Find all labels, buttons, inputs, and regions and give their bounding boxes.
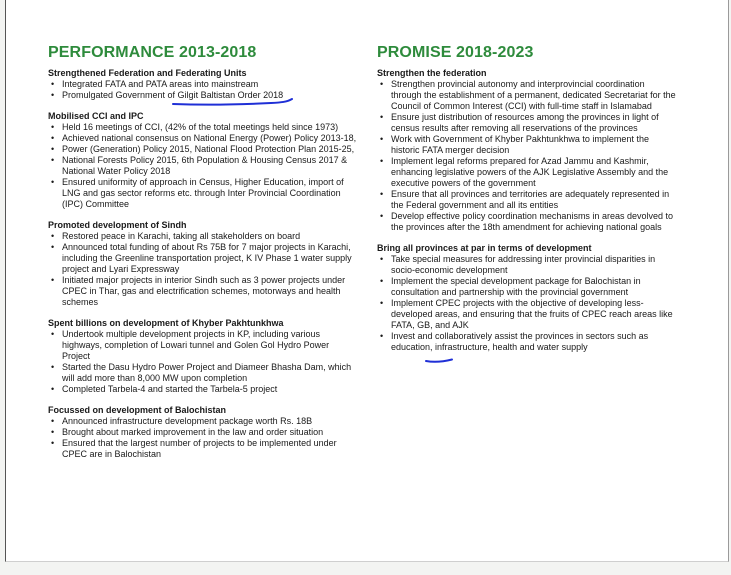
bullet-item: • Brought about marked improvement in the law and order situation xyxy=(48,427,358,438)
bullet-item: • Undertook multiple development projects in KP, including various highways, completion of Lowari tunnel and Golen Gol Hydro Power Project xyxy=(48,329,358,362)
bullet-item: • Strengthen provincial autonomy and interprovincial coordination through the establishment of a permanent, dedicated Secretariat for the Council of Common Interest (CCI) with full-time staff in Islamabad xyxy=(377,79,677,112)
bullet-item: • Announced total funding of about Rs 75B for 7 major projects in Karachi, including the Greenline transportation project, K IV Phase 1 water supply project and Lyari Expressway xyxy=(48,242,358,275)
bullet-item: • Take special measures for addressing inter provincial disparities in socio-economic development xyxy=(377,254,677,276)
section-title: Strengthen the federation xyxy=(377,68,487,78)
section xyxy=(48,220,358,308)
performance-heading: PERFORMANCE 2013-2018 xyxy=(48,44,257,61)
bullet-item: • Held 16 meetings of CCI, (42% of the total meetings held since 1973) xyxy=(48,122,358,133)
bullet-item: • Implement the special development package for Balochistan in consultation and partnership with the provincial government xyxy=(377,276,677,298)
bullet-item: • Achieved national consensus on National Energy (Power) Policy 2013-18, xyxy=(48,133,358,144)
promise-heading: PROMISE 2018-2023 xyxy=(377,44,534,61)
section-title: Spent billions on development of Khyber Pakhtunkhwa xyxy=(48,318,284,328)
section xyxy=(48,318,358,395)
bullet-item: • Invest and collaboratively assist the provinces in sectors such as education, infrastructure, health and water supply xyxy=(377,331,677,353)
section xyxy=(48,111,358,210)
section-title: Strengthened Federation and Federating Units xyxy=(48,68,247,78)
section-title: Focussed on development of Balochistan xyxy=(48,405,227,415)
bullet-list xyxy=(48,231,358,308)
bullet-item: • Promulgated Government of Gilgit Baltistan Order 2018 xyxy=(48,90,358,101)
promise-sections xyxy=(377,68,677,353)
performance-column xyxy=(48,44,358,470)
bullet-list xyxy=(48,79,358,101)
section xyxy=(377,243,677,353)
bullet-item: • Ensured that the largest number of projects to be implemented under CPEC are in Balochistan xyxy=(48,438,358,460)
document-page xyxy=(5,0,729,562)
bullet-item: • Work with Government of Khyber Pakhtunkhwa to implement the historic FATA merger decision xyxy=(377,134,677,156)
section xyxy=(48,405,358,460)
bullet-item: • Ensured uniformity of approach in Census, Higher Education, import of LNG and gas sector reforms etc. through Inter Provincial Coordination (IPC) Committee xyxy=(48,177,358,210)
bullet-item: • Power (Generation) Policy 2015, National Flood Protection Plan 2015-25, xyxy=(48,144,358,155)
bullet-item: • Restored peace in Karachi, taking all stakeholders on board xyxy=(48,231,358,242)
bullet-item: • Initiated major projects in interior Sindh such as 3 power projects under CPEC in Thar, gas and electrification schemes, motorways and health schemes xyxy=(48,275,358,308)
section xyxy=(377,68,677,233)
bullet-item: • Implement legal reforms prepared for Azad Jammu and Kashmir, enhancing legislative powers of the AJK Legislative Assembly and the executive powers of the government xyxy=(377,156,677,189)
section-title: Bring all provinces at par in terms of development xyxy=(377,243,592,253)
bullet-list xyxy=(48,329,358,395)
bullet-item: • Implement CPEC projects with the objective of developing less-developed areas, and ensuring that the fruits of CPEC reach areas like FATA, GB, and AJK xyxy=(377,298,677,331)
bullet-item: • National Forests Policy 2015, 6th Population & Housing Census 2017 & National Water Policy 2018 xyxy=(48,155,358,177)
section-title: Mobilised CCI and IPC xyxy=(48,111,144,121)
section-title: Promoted development of Sindh xyxy=(48,220,187,230)
bullet-item: • Integrated FATA and PATA areas into mainstream xyxy=(48,79,358,90)
bullet-list xyxy=(48,122,358,210)
promise-column xyxy=(377,44,677,363)
bullet-list xyxy=(377,79,677,233)
bullet-item: • Completed Tarbela-4 and started the Tarbela-5 project xyxy=(48,384,358,395)
section xyxy=(48,68,358,101)
bullet-item: • Ensure just distribution of resources among the provinces in light of census results after removing all reservations of the provinces xyxy=(377,112,677,134)
bullet-item: • Develop effective policy coordination mechanisms in areas devolved to the provinces after the 18th amendment for achieving national goals xyxy=(377,211,677,233)
bullet-list xyxy=(48,416,358,460)
bullet-item: • Announced infrastructure development package worth Rs. 18B xyxy=(48,416,358,427)
performance-sections xyxy=(48,68,358,460)
bullet-item: • Ensure that all provinces and territories are adequately represented in the Federal government and all its entities xyxy=(377,189,677,211)
bullet-list xyxy=(377,254,677,353)
bullet-item: • Started the Dasu Hydro Power Project and Diameer Bhasha Dam, which will add more than 8,000 MW upon completion xyxy=(48,362,358,384)
